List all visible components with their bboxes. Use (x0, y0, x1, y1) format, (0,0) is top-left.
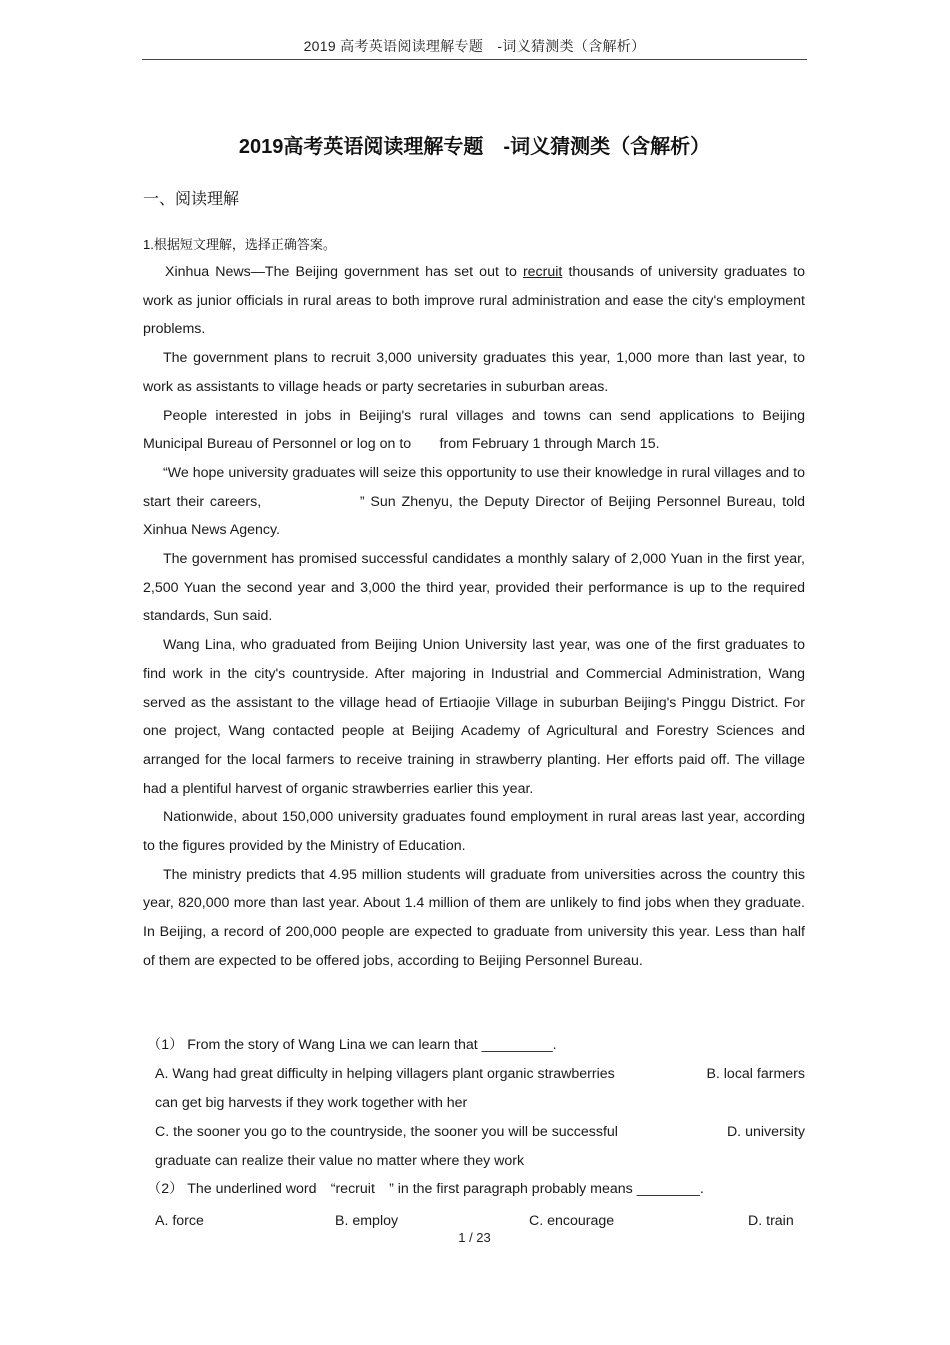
section-title: 一、阅读理解 (143, 191, 240, 208)
question-1-stem: （1） From the story of Wang Lina we can learn that _________. (147, 1037, 557, 1053)
reading-passage (143, 258, 805, 976)
question-1-option-row-2 (155, 1118, 805, 1147)
passage-paragraph-4: “We hope university graduates will seize this opportunity to use their knowledge in rural villages and to start their careers, ” Sun Zhenyu, the Deputy Director of Beijing Personnel Bureau, told Xinhua News Agency. (143, 464, 805, 539)
question-2-option-a[interactable]: A. force (155, 1213, 204, 1229)
passage-paragraph-8: The ministry predicts that 4.95 million students will graduate from universities across the country this year, 820,000 more than last year. About 1.4 million of them are unlikely to find jobs when they graduate. In Beijing, a record of 200,000 people are expected to graduate from university this year. Less than half of them are expected to be offered jobs, according to Beijing Personnel Bureau. (143, 866, 805, 969)
paragraph-1-end: thousands of university graduates to work as junior officials in rural areas to both improve rural administration and ease the city's employment problems. (143, 264, 806, 338)
paragraph-1-start: Xinhua News—The Beijing government has set out to (165, 264, 523, 280)
passage-paragraph-3: People interested in jobs in Beijing's rural villages and towns can send applications to Beijing Municipal Bureau of Personnel or log on to from February 1 through March 15. (143, 407, 805, 453)
question-1-options (143, 1060, 805, 1176)
underlined-word-recruit: recruit (522, 264, 563, 280)
passage-paragraph-2: The government plans to recruit 3,000 university graduates this year, 1,000 more than last year, to work as assistants to village heads or party secretaries in suburban areas. (143, 350, 805, 395)
question-2-option-b[interactable]: B. employ (335, 1213, 399, 1229)
question-list (143, 1032, 808, 1236)
passage-paragraph-7: Nationwide, about 150,000 university graduates found employment in rural areas last year, according to the figures provided by the Ministry of Education. (143, 809, 805, 855)
passage-paragraph-1 (143, 258, 805, 344)
passage-paragraph-5: The government has promised successful candidates a monthly salary of 2,000 Yuan in the first year, 2,500 Yuan the second year and 3,000 the third year, provided their performance is up to the required standards, Sun said. (143, 551, 805, 625)
question-1-option-b-continued: can get big harvests if they work together with her (155, 1095, 468, 1111)
question-1-option-d[interactable]: D. university (726, 1124, 805, 1140)
question-2-option-d[interactable]: D. train (748, 1213, 794, 1229)
question-2-option-c[interactable]: C. encourage (529, 1213, 615, 1229)
question-1-option-b[interactable]: B. local farmers (706, 1066, 805, 1082)
running-header: 2019 高考英语阅读理解专题 -词义猜测类（含解析） (303, 38, 646, 54)
question-instruction: 1.根据短文理解，选择正确答案。 (143, 237, 336, 252)
question-2-stem: （2） The underlined word “recruit ” in the first paragraph probably means ________. (147, 1181, 704, 1197)
header-divider (142, 59, 807, 60)
document-title: 2019高考英语阅读理解专题 -词义猜测类（含解析） (238, 136, 711, 158)
page-number: 1 / 23 (458, 1230, 491, 1245)
question-1-option-d-continued: graduate can realize their value no matter where they work (155, 1153, 525, 1169)
question-1-option-row-1 (155, 1060, 805, 1089)
question-1-option-a[interactable]: A. Wang had great difficulty in helping villagers plant organic strawberries (155, 1066, 615, 1082)
passage-paragraph-6: Wang Lina, who graduated from Beijing Union University last year, was one of the first graduates to find work in the city's countryside. After majoring in Industrial and Commercial Administration, Wang served as the assistant to the village head of Ertiaojie Village in suburban Beijing's Pinggu District. For one project, Wang contacted people at Beijing Academy of Agricultural and Forestry Sciences and arranged for the local farmers to receive training in strawberry planting. Her efforts paid off. The village had a plentiful harvest of organic strawberries earlier this year. (143, 637, 805, 797)
question-1-option-c[interactable]: C. the sooner you go to the countryside, the sooner you will be successful (155, 1124, 618, 1140)
